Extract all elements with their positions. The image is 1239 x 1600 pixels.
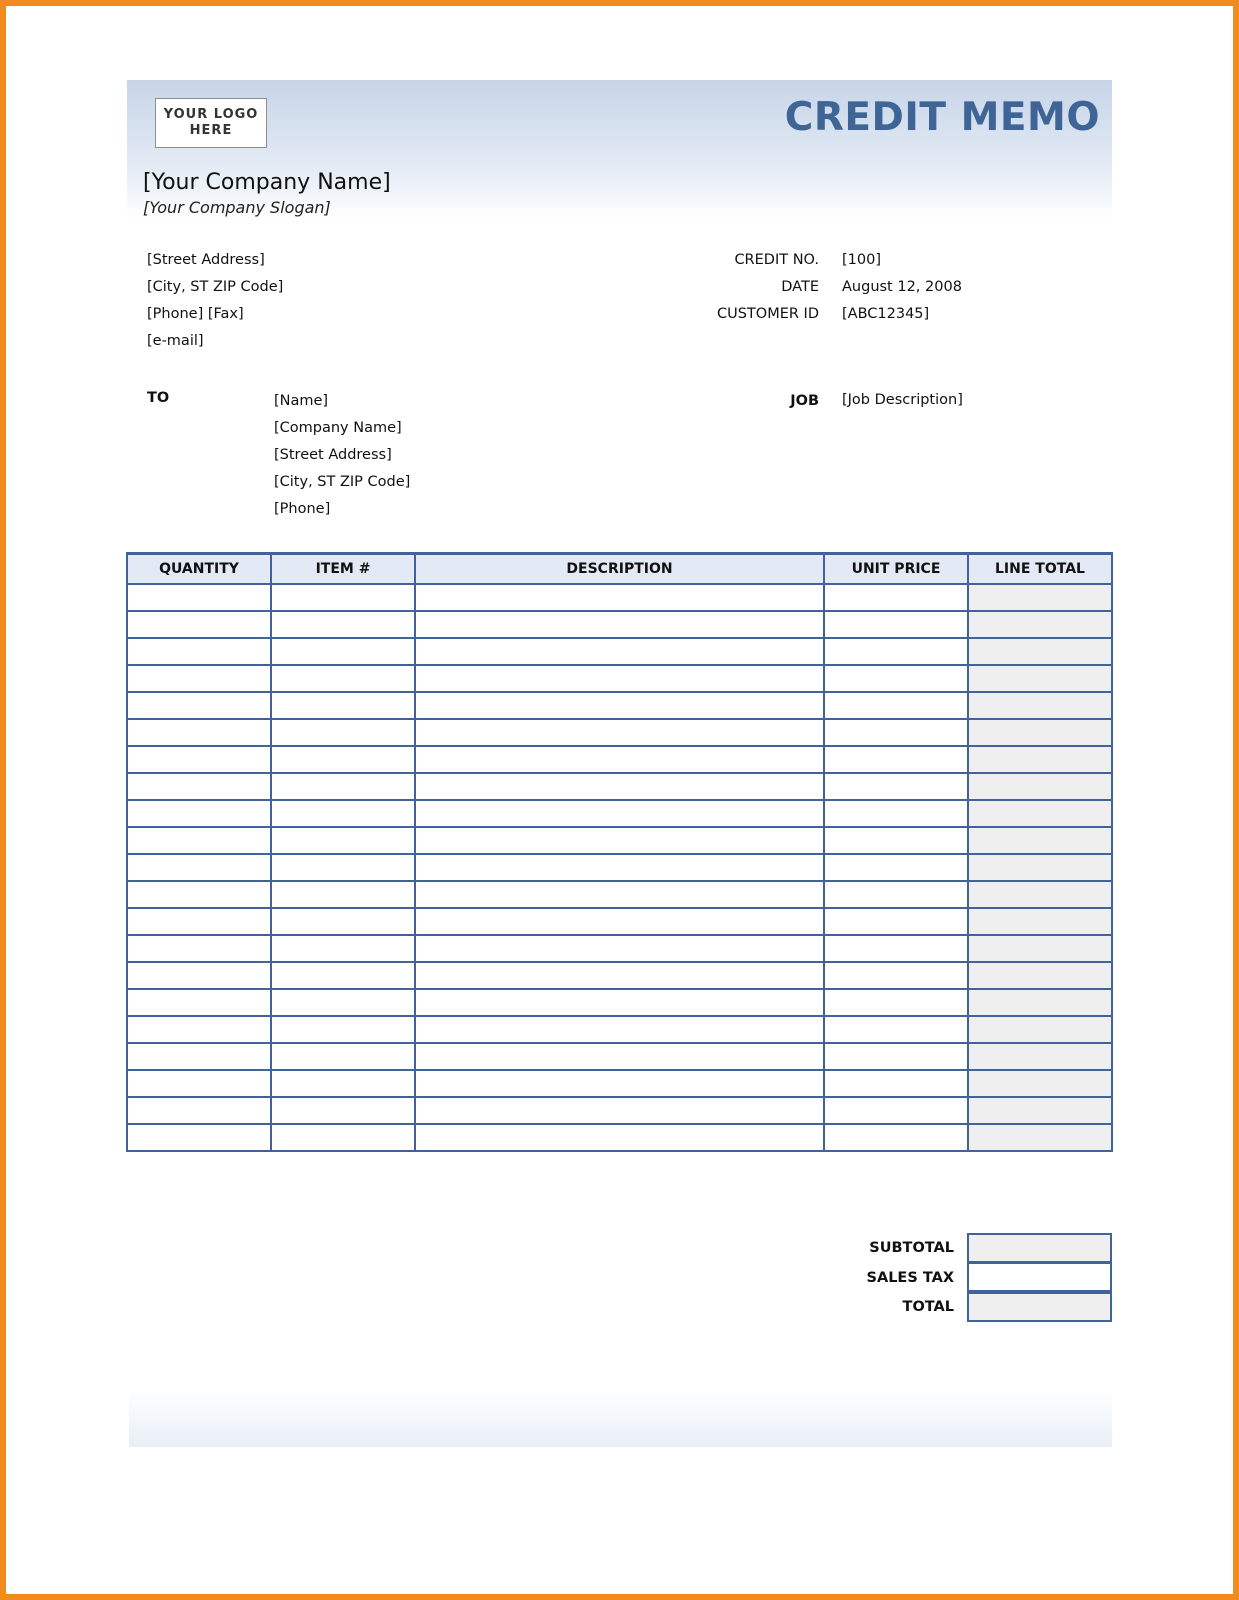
table-row: [127, 1043, 1112, 1070]
description-cell[interactable]: [415, 1043, 824, 1070]
item-number-cell[interactable]: [271, 1043, 415, 1070]
quantity-cell[interactable]: [127, 719, 271, 746]
quantity-cell[interactable]: [127, 584, 271, 611]
description-cell[interactable]: [415, 827, 824, 854]
line-total-cell[interactable]: [968, 854, 1112, 881]
quantity-cell[interactable]: [127, 989, 271, 1016]
table-row: [127, 962, 1112, 989]
item-number-cell[interactable]: [271, 908, 415, 935]
table-row: [127, 908, 1112, 935]
line-total-cell[interactable]: [968, 935, 1112, 962]
company-name: [Your Company Name]: [143, 170, 391, 195]
line-total-cell[interactable]: [968, 746, 1112, 773]
line-total-cell[interactable]: [968, 908, 1112, 935]
subtotal-label: SUBTOTAL: [869, 1240, 954, 1256]
description-cell[interactable]: [415, 719, 824, 746]
quantity-cell[interactable]: [127, 1016, 271, 1043]
item-number-cell[interactable]: [271, 1124, 415, 1151]
quantity-cell[interactable]: [127, 692, 271, 719]
line-total-cell[interactable]: [968, 1097, 1112, 1124]
table-row: [127, 746, 1112, 773]
item-number-cell[interactable]: [271, 854, 415, 881]
unit-price-cell[interactable]: [824, 665, 968, 692]
table-row: [127, 881, 1112, 908]
sales-tax-label: SALES TAX: [866, 1270, 954, 1286]
item-number-cell[interactable]: [271, 1016, 415, 1043]
credit-no-label: CREDIT NO.: [734, 252, 819, 268]
quantity-cell[interactable]: [127, 665, 271, 692]
description-cell[interactable]: [415, 1070, 824, 1097]
table-row: [127, 1070, 1112, 1097]
recipient-street: [Street Address]: [274, 447, 392, 463]
description-cell[interactable]: [415, 665, 824, 692]
sender-city: [City, ST ZIP Code]: [147, 279, 284, 295]
table-row: [127, 854, 1112, 881]
table-row: [127, 827, 1112, 854]
customer-id-label: CUSTOMER ID: [716, 306, 819, 322]
table-row: [127, 989, 1112, 1016]
line-total-cell[interactable]: [968, 827, 1112, 854]
description-cell[interactable]: [415, 746, 824, 773]
quantity-cell[interactable]: [127, 1124, 271, 1151]
item-number-cell[interactable]: [271, 773, 415, 800]
unit-price-cell[interactable]: [824, 1124, 968, 1151]
description-cell[interactable]: [415, 692, 824, 719]
quantity-cell[interactable]: [127, 611, 271, 638]
unit-price-cell[interactable]: [824, 1070, 968, 1097]
line-total-cell[interactable]: [968, 962, 1112, 989]
quantity-cell[interactable]: [127, 1070, 271, 1097]
item-number-cell[interactable]: [271, 962, 415, 989]
footer-band: [129, 1390, 1112, 1447]
unit-price-cell[interactable]: [824, 1016, 968, 1043]
line-total-cell[interactable]: [968, 773, 1112, 800]
description-cell[interactable]: [415, 638, 824, 665]
job-label: JOB: [790, 393, 819, 409]
description-cell[interactable]: [415, 773, 824, 800]
item-number-cell[interactable]: [271, 1070, 415, 1097]
unit-price-cell[interactable]: [824, 908, 968, 935]
item-number-cell[interactable]: [271, 665, 415, 692]
description-cell[interactable]: [415, 1016, 824, 1043]
line-total-cell[interactable]: [968, 719, 1112, 746]
table-row: [127, 638, 1112, 665]
total-label: TOTAL: [902, 1299, 954, 1315]
line-total-cell[interactable]: [968, 1070, 1112, 1097]
table-row: [127, 719, 1112, 746]
recipient-phone: [Phone]: [274, 501, 331, 517]
line-total-cell[interactable]: [968, 881, 1112, 908]
unit-price-cell[interactable]: [824, 584, 968, 611]
unit-price-cell[interactable]: [824, 989, 968, 1016]
unit-price-cell[interactable]: [824, 1097, 968, 1124]
unit-price-cell[interactable]: [824, 800, 968, 827]
line-total-cell[interactable]: [968, 638, 1112, 665]
description-cell[interactable]: [415, 800, 824, 827]
unit-price-cell[interactable]: [824, 638, 968, 665]
table-row: [127, 800, 1112, 827]
description-cell[interactable]: [415, 881, 824, 908]
col-header-line-total: LINE TOTAL: [968, 554, 1112, 584]
description-cell[interactable]: [415, 854, 824, 881]
item-number-cell[interactable]: [271, 692, 415, 719]
table-row: [127, 1097, 1112, 1124]
unit-price-cell[interactable]: [824, 881, 968, 908]
table-row: [127, 935, 1112, 962]
item-number-cell[interactable]: [271, 800, 415, 827]
sender-phone-fax: [Phone] [Fax]: [147, 306, 244, 322]
quantity-cell[interactable]: [127, 854, 271, 881]
table-row: [127, 611, 1112, 638]
description-cell[interactable]: [415, 908, 824, 935]
unit-price-cell[interactable]: [824, 773, 968, 800]
line-total-cell[interactable]: [968, 1016, 1112, 1043]
table-row: [127, 773, 1112, 800]
item-number-cell[interactable]: [271, 719, 415, 746]
line-total-cell[interactable]: [968, 611, 1112, 638]
quantity-cell[interactable]: [127, 800, 271, 827]
item-number-cell[interactable]: [271, 935, 415, 962]
to-label: TO: [147, 390, 170, 406]
item-number-cell[interactable]: [271, 638, 415, 665]
subtotal-field[interactable]: [967, 1233, 1112, 1263]
quantity-cell[interactable]: [127, 908, 271, 935]
quantity-cell[interactable]: [127, 638, 271, 665]
item-number-cell[interactable]: [271, 989, 415, 1016]
description-cell[interactable]: [415, 611, 824, 638]
quantity-cell[interactable]: [127, 773, 271, 800]
recipient-company: [Company Name]: [274, 420, 402, 436]
line-total-cell[interactable]: [968, 1043, 1112, 1070]
unit-price-cell[interactable]: [824, 719, 968, 746]
company-slogan: [Your Company Slogan]: [143, 198, 331, 217]
quantity-cell[interactable]: [127, 1043, 271, 1070]
col-header-item-number: ITEM #: [271, 554, 415, 584]
unit-price-cell[interactable]: [824, 692, 968, 719]
table-row: [127, 692, 1112, 719]
unit-price-cell[interactable]: [824, 935, 968, 962]
quantity-cell[interactable]: [127, 935, 271, 962]
line-total-cell[interactable]: [968, 800, 1112, 827]
line-total-cell[interactable]: [968, 1124, 1112, 1151]
item-number-cell[interactable]: [271, 746, 415, 773]
item-number-cell[interactable]: [271, 584, 415, 611]
unit-price-cell[interactable]: [824, 746, 968, 773]
date-value: August 12, 2008: [842, 279, 962, 295]
date-label: DATE: [781, 279, 819, 295]
table-row: [127, 584, 1112, 611]
col-header-quantity: QUANTITY: [127, 554, 271, 584]
document-title: CREDIT MEMO: [784, 95, 1100, 140]
table-header-row: [127, 554, 1112, 584]
credit-no-value: [100]: [842, 252, 881, 268]
table-row: [127, 665, 1112, 692]
item-number-cell[interactable]: [271, 881, 415, 908]
quantity-cell[interactable]: [127, 962, 271, 989]
customer-id-value: [ABC12345]: [842, 306, 930, 322]
description-cell[interactable]: [415, 989, 824, 1016]
line-total-cell[interactable]: [968, 584, 1112, 611]
sales-tax-field[interactable]: [967, 1262, 1112, 1292]
line-total-cell[interactable]: [968, 989, 1112, 1016]
recipient-city: [City, ST ZIP Code]: [274, 474, 411, 490]
unit-price-cell[interactable]: [824, 962, 968, 989]
line-total-cell[interactable]: [968, 665, 1112, 692]
col-header-unit-price: UNIT PRICE: [824, 554, 968, 584]
item-number-cell[interactable]: [271, 1097, 415, 1124]
line-items-table: [126, 552, 1113, 1152]
item-number-cell[interactable]: [271, 611, 415, 638]
table-row: [127, 1124, 1112, 1151]
sender-email: [e-mail]: [147, 333, 204, 349]
job-description: [Job Description]: [842, 392, 963, 408]
quantity-cell[interactable]: [127, 881, 271, 908]
description-cell[interactable]: [415, 584, 824, 611]
unit-price-cell[interactable]: [824, 1043, 968, 1070]
unit-price-cell[interactable]: [824, 827, 968, 854]
unit-price-cell[interactable]: [824, 854, 968, 881]
line-total-cell[interactable]: [968, 692, 1112, 719]
logo-placeholder: YOUR LOGO HERE: [155, 98, 267, 148]
col-header-description: DESCRIPTION: [415, 554, 824, 584]
sender-street: [Street Address]: [147, 252, 265, 268]
recipient-name: [Name]: [274, 393, 329, 409]
description-cell[interactable]: [415, 1097, 824, 1124]
quantity-cell[interactable]: [127, 827, 271, 854]
quantity-cell[interactable]: [127, 1097, 271, 1124]
description-cell[interactable]: [415, 962, 824, 989]
description-cell[interactable]: [415, 935, 824, 962]
table-row: [127, 1016, 1112, 1043]
unit-price-cell[interactable]: [824, 611, 968, 638]
item-number-cell[interactable]: [271, 827, 415, 854]
description-cell[interactable]: [415, 1124, 824, 1151]
quantity-cell[interactable]: [127, 746, 271, 773]
total-field[interactable]: [967, 1292, 1112, 1322]
